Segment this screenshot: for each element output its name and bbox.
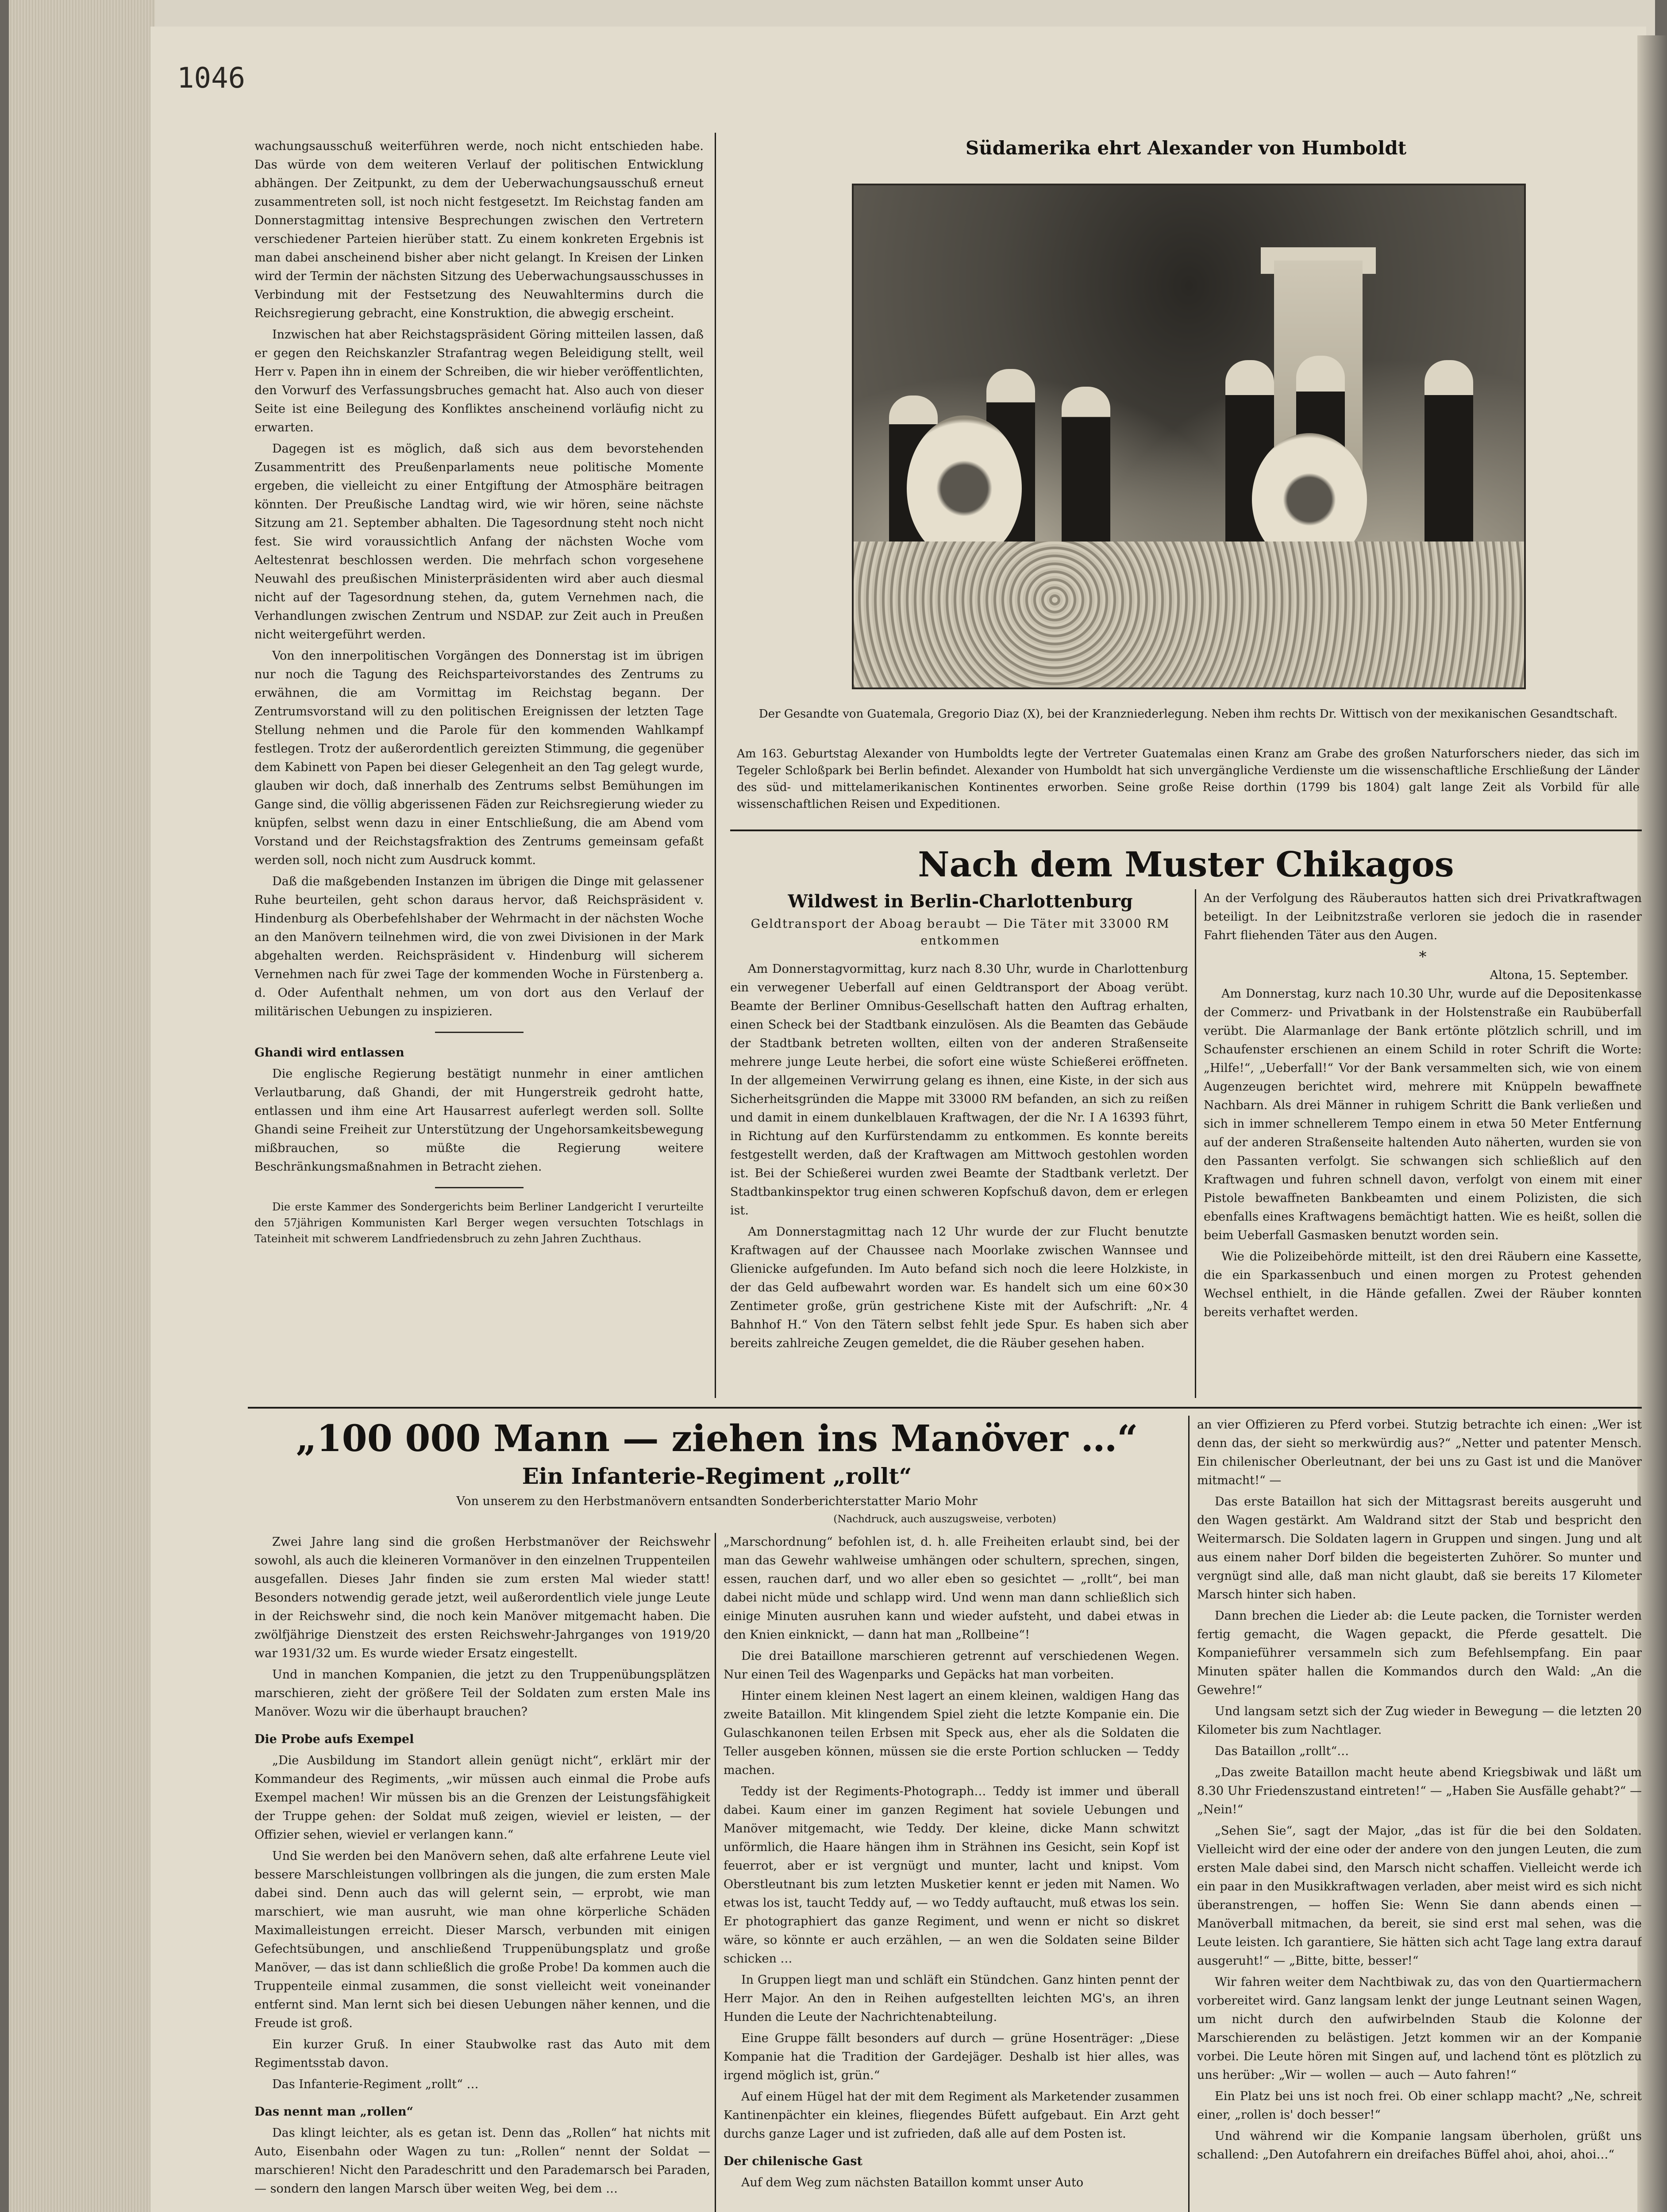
manoever-paragraph: Hinter einem kleinen Nest lagert an einem kleinen, waldigen Hang das zweite Bataillon. Mit klingendem Spiel zieht die letzte Kompanie ein. Die Gulaschkanonen teilen Erbsen mit Speck aus, eher als die Soldaten die Teller ausgeben können, müssen sie die erste Portion schlucken — Teddy machen. [724,1689,1179,1777]
manoever-paragraph: Und langsam setzt sich der Zug wieder in Bewegung — die letzten 20 Kilometer bis zum Nachtlager. [1197,1705,1642,1737]
person-figure [1424,360,1473,555]
chicago-column-2 [1204,889,1642,1398]
column-rule [715,133,716,1398]
section-rule [730,830,1642,831]
manoever-paragraph: Das Infanterie-Regiment „rollt“ … [272,2078,479,2091]
chicago-paragraph: Am Donnerstag, kurz nach 10.30 Uhr, wurde auf die Depositenkasse der Commerz- und Privatbank in der Holstenstraße ein Raubüberfall verübt. Die Alarmanlage der Bank ertönte plötzlich schrill, und im Schaufenster erschienen an einem Schild in roter Schrift die Worte: „Hilfe!“, „Ueberfall!“ Vor der Bank versammelten sich, wie von einem Augenzeugen berichtet wird, mehrere mit Knüppeln bewaffnete Nachbarn. Als drei Männer in ruhigem Schritt die Bank verließen und sich in immer schnellerem Tempo einem in etwa 50 Meter Entfernung auf der anderen Straßenseite haltenden Auto näherten, wurden sie von den Passanten verfolgt. Sie schwangen sich schließlich auf den Kraftwagen und fuhren schnell davon, verfolgt von einem mit einer Pistole bewaffneten Bankbeamten und einem Polizisten, die sich ebenfalls eines Kraftwagens bemächtigt hatten. Wie es heißt, sollen die beim Ueberfall Gasmasken benutzt worden sein. [1204,987,1642,1242]
manoever-paragraph: Und Sie werden bei den Manövern sehen, daß alte erfahrene Leute viel bessere Marschleistungen vollbringen als die jungen, die zum ersten Male dabei sind. Denn auch das will gelernt sein, — erprobt, wie man marschiert, wie man ausruht, wie man ohne körperliche Schäden Maximalleistungen erreicht. Dieser Marsch, verbunden mit einigen Gefechtsübungen, und anschließend Truppenübungsplatz und große Manöver, — das ist dann schließlich die große Probe! Da kommen auch die Truppenteile einmal zusammen, die sonst vielleicht weit voneinander entfernt sind. Man lernt sich bei diesen Uebungen näher kennen, und die Freude ist groß. [254,1849,710,2030]
left-paragraph: Dagegen ist es möglich, daß sich aus dem bevorstehenden Zusammentritt des Preußenparlaments neue politische Momente ergeben, die vielleicht zu einer Entgiftung der Atmosphäre beitragen könnten. Der Preußische Landtag wird, wie wir hören, seine nächste Sitzung am 21. September abhalten. Die Tagesordnung steht noch nicht fest. Sie wird voraussichtlich Anfang der nächsten Woche vom Aeltestenrat beschlossen werden. Die mehrfach schon vorgesehene Neuwahl des preußischen Ministerpräsidenten wird aber auch diesmal nicht auf der Tagesordnung stehen, da, gutem Vernehmen nach, die Verhandlungen zwischen Zentrum und NSDAP. zur Zeit auch in Preußen nicht weitergeführt werden. [254,442,704,641]
humboldt-headline: Südamerika ehrt Alexander von Humboldt [965,137,1407,159]
manoever-byline: Von unserem zu den Herbstmanövern entsandten Sonderberichterstatter Mario Mohr [456,1494,978,1508]
manoever-paragraph: Ein Platz bei uns ist noch frei. Ob einer schlapp macht? „Ne, schreit einer, „rollen is' doch besser!“ [1197,2089,1642,2122]
manoever-paragraph: an vier Offizieren zu Pferd vorbei. Stutzig betrachte ich einen: „Wer ist denn das, der sieht so merkwürdig aus?“ „Netter und patenter Mensch. Ein chilenischer Oberleutnant, der bei uns zu Gast ist und die Manöver mitmacht!“ — [1197,1418,1642,1487]
manoever-paragraph: Auf einem Hügel hat der mit dem Regiment als Marketender zusammen Kantinenpächter ein kleines, fliegendes Büfett aufgebaut. Ein Arzt geht durchs ganze Lager und ist zufrieden, daß alle auf dem Posten ist. [724,2090,1179,2141]
separator-star: * [1419,948,1427,966]
manoever-paragraph: Und in manchen Kompanien, die jetzt zu den Truppenübungsplätzen marschieren, zieht der größere Teil der Soldaten zum ersten Male ins Manöver. Wozu wir die überhaupt brauchen? [254,1668,710,1719]
column-rule [715,1533,716,2212]
person-figure [1062,387,1110,555]
gandhi-text: Die englische Regierung bestätigt nunmehr in einer amtlichen Verlautbarung, daß Ghandi, der mit Hungerstreik gedroht hatte, entlassen und ihm eine Art Hausarrest auferlegt werden soll. Sollte Ghandi seine Freiheit zur Unterstützung der Ungehorsamkeitsbewegung mißbrauchen, so müßte die Regierung weitere Beschränkungsmaßnahmen in Betracht ziehen. [254,1067,704,1174]
dateline: Altona, 15. September. [1490,968,1629,982]
manoever-paragraph: Ein kurzer Gruß. In einer Staubwolke rast das Auto mit dem Regimentsstab davon. [254,2038,710,2070]
chicago-headline: Nach dem Muster Chikagos [918,845,1454,885]
rollen-heading: Das nennt man „rollen“ [254,2105,414,2119]
humboldt-caption-body: Am 163. Geburtstag Alexander von Humboldts legte der Vertreter Guatemalas einen Kranz am Grabe des großen Naturforschers nieder, das sich im Tegeler Schloßpark bei Berlin befindet. Alexander von Humboldt hat sich unvergängliche Verdienste um die wissenschaftliche Erschließung der Länder des süd- und mittelamerikanischen Kontinentes erworben. Seine große Reise dorthin (1799 bis 1804) galt lange Zeit als Vorbild für alle wissenschaftlichen Reisen und Expeditionen. [737,747,1640,811]
chicago-subhead: Wildwest in Berlin-Charlottenburg [788,891,1133,912]
section-rule [248,1407,1642,1409]
page-number: 1046 [177,62,246,95]
left-column [254,137,704,1398]
manoever-headline: „100 000 Mann — ziehen ins Manöver …“ [296,1417,1138,1460]
gandhi-heading: Ghandi wird entlassen [254,1046,404,1060]
manoever-paragraph: Auf dem Weg zum nächsten Bataillon kommt unser Auto [741,2176,1084,2189]
left-paragraph: Von den innerpolitischen Vorgängen des Donnerstag ist im übrigen nur noch die Tagung des Reichsparteivorstandes des Zentrums zu erwähnen, die am Vormittag im Reichstag begann. Der Zentrumsvorstand will zu den politischen Ereignissen der letzten Tage Stellung nehmen und die Parole für den kommenden Wahlkampf festlegen. Trotz der außerordentlich gereizten Stimmung, die gegenüber dem Kabinett von Papen bei dieser Gelegenheit an den Tag gelegt wurde, glauben wir doch, daß innerhalb des Zentrums selbst Bemühungen im Gange sind, die völlig abgerissenen Fäden zur Reichsregierung wieder zu knüpfen, selbst wenn dazu in einer Entschließung, die am Abend vom Vorstand und der Reichstagsfraktion des Zentrums gemeinsam gefaßt werden soll, noch nicht zum Ausdruck kommt. [254,649,704,867]
manoever-paragraph: Zwei Jahre lang sind die großen Herbstmanöver der Reichswehr sowohl, als auch die kleineren Vormanöver in den einzelnen Truppenteilen ausgefallen. Dieses Jahr finden sie zum ersten Mal wieder statt! Besonders notwendig gerade jetzt, weil außerordentlich viele junge Leute in der Reichswehr sind, die noch kein Manöver mitgemacht haben. Die zwölfjährige Dienstzeit des ersten Reichswehr-Jahrganges von 1919/20 war 1931/32 um. Es wurde wieder Ersatz eingestellt. [254,1535,710,1660]
manoever-paragraph: Das klingt leichter, als es getan ist. Denn das „Rollen“ hat nichts mit Auto, Eisenbahn oder Wagen zu tun: „Rollen“ nennt der Soldat — marschieren! Nicht den Paradeschritt und den Parademarsch bei Paraden, — sondern den langen Marsch über weiten Weg, bei dem … [254,2126,710,2196]
manoever-subhead: Ein Infanterie-Regiment „rollt“ [522,1463,912,1489]
manoever-paragraph: Und während wir die Kompanie langsam überholen, grüßt uns schallend: „Den Autofahrern ein dreifaches Büffel ahoi, ahoi, ahoi…“ [1197,2129,1642,2162]
book-spine-pages [9,0,155,2212]
chicago-deck: Geldtransport der Aboag beraubt — Die Täter mit 33000 RM entkommen [751,917,1170,948]
chicago-paragraph: Am Donnerstagvormittag, kurz nach 8.30 Uhr, wurde in Charlottenburg ein verwegener Ueberfall auf einen Geldtransport der Aboag verübt. Beamte der Berliner Omnibus-Gesellschaft hatten den Auftrag erhalten, einen Scheck bei der Stadtbank einzulösen. Als die Beamten das Gebäude der Stadtbank betreten wollten, eilten von der anderen Straßenseite mehrere junge Leute herbei, die sofort eine wüste Schießerei eröffneten. In der allgemeinen Verwirrung gelang es ihnen, eine Kiste, in der sich aus Sicherheitsgründen die Mappe mit 33000 RM befanden, an sich zu reißen und damit in einem dunkelblauen Kraftwagen, der die Nr. I A 16393 führt, in Richtung auf den Kurfürstendamm zu entkommen. Es konnte bereits festgestellt werden, daß der Kraftwagen am Mittwoch gestohlen worden ist. Bei der Schießerei wurden zwei Beamte der Stadtbank verletzt. Der Stadtbankinspektor trug einen schweren Kopfschuß davon, dem er erlegen ist. [730,962,1188,1217]
flower-bed [854,541,1524,687]
probe-heading: Die Probe aufs Exempel [254,1732,414,1746]
manoever-paragraph: Die drei Bataillone marschieren getrennt auf verschiedenen Wegen. Nur einen Teil des Wagenparks und Gepäcks hat man vorbeiten. [724,1649,1179,1682]
manoever-paragraph: Dann brechen die Lieder ab: die Leute packen, die Tornister werden fertig gemacht, die Wagen gepackt, die Pferde gesattelt. Die Kompanieführer versammeln sich zum Befehlsempfang. Ein paar Minuten später hallen die Kommandos durch den Wald: „An die Gewehre!“ [1197,1609,1642,1697]
manoever-column-2 [724,1533,1179,2212]
wreath [907,415,1022,561]
chicago-column-1 [730,960,1188,1398]
chicago-paragraph: Wie die Polizeibehörde mitteilt, ist den drei Räubern eine Kassette, die ein Sparkassenbuch und einen morgen zu Protest gehenden Wechsel enthielt, in die Hände gefallen. Zwei der Räuber konnten bereits verhaftet werden. [1204,1250,1642,1319]
page-edge-shadow [1637,35,1667,2212]
manoever-paragraph: In Gruppen liegt man und schläft ein Stündchen. Ganz hinten pennt der Herr Major. An den in Reihen aufgestellten leichten MG's, an ihren Hunden die Leute der Nachrichtenabteilung. [724,1973,1179,2024]
left-paragraph: Inzwischen hat aber Reichstagspräsident Göring mitteilen lassen, daß er gegen den Reichskanzler Strafantrag wegen Beleidigung stellt, weil Herr v. Papen ihn in einem der Schreiben, die wir hieber veröffentlichten, den Vorwurf des Verfassungsbruches gemacht hat. Also auch von dieser Seite ist eine Beilegung des Konfliktes anscheinend vorläufig nicht zu erwarten. [254,328,704,434]
section-divider [435,1187,524,1188]
manoever-paragraph: „Marschordnung“ befohlen ist, d. h. alle Freiheiten erlaubt sind, bei der man das Gewehr wahlweise umhängen oder schultern, sprechen, singen, essen, rauchen darf, und wo aller eben so gesichtet — „rollt“, bei man dabei nicht müde und schlapp wird. Und wenn man dann schließlich sich einige Minuten ausruhen kann und wieder aufsteht, und dabei etwas in den Knien einknickt, — dann hat man „Rollbeine“! [724,1535,1179,1642]
court-note: Die erste Kammer des Sondergerichts beim Berliner Landgericht I verurteilte den 57jährigen Kommunisten Karl Berger wegen versuchten Totschlags in Tateinheit mit schwerem Landfriedensbruch zu zehn Jahren Zuchthaus. [254,1201,704,1245]
left-paragraph: wachungsausschuß weiterführen werde, noch nicht entschieden habe. Das würde von dem weiteren Verlauf der politischen Entwicklung abhängen. Der Zeitpunkt, zu dem der Ueberwachungsausschuß erneut zusammentreten soll, ist noch nicht festgesetzt. Im Reichstag fanden am Donnerstagmittag intensive Besprechungen zwischen den Vertretern verschiedener Parteien hierüber statt. Zu einem konkreten Ergebnis ist man dabei anscheinend bisher aber nicht gelangt. In Kreisen der Linken wird der Termin der nächsten Sitzung des Ueberwachungsausschusses in Verbindung mit der Festsetzung des Neuwahltermins durch die Reichsregierung gebracht, eine Konstruktion, die abwegig erscheint. [254,139,704,320]
manoever-paragraph: „Sehen Sie“, sagt der Major, „das ist für die bei den Soldaten. Vielleicht wird der eine oder der andere von den jungen Leuten, die zum ersten Male dabei sind, den Marsch nicht schaffen. Vielleicht werde ich ein paar in den Musikkraftwagen verladen, aber meist wird es sich nicht überanstrengen, — hoffen Sie: Wenn Sie dann abends einen — Manöverball mitmachen, da bereit, sie sind erst mal sehen, was die Leute leisten. Ich garantiere, Sie hätten sich acht Tage lang extra darauf ausgeruht!“ — „Bitte, bitte, besser!“ [1197,1824,1642,1968]
column-rule [1195,889,1196,1398]
humboldt-caption-line: Der Gesandte von Guatemala, Gregorio Diaz (X), bei der Kranzniederlegung. Neben ihm rechts Dr. Wittisch von der mexikanischen Gesandtschaft. [758,707,1618,721]
manoever-column-3 [1197,1416,1642,2212]
chicago-paragraph: Am Donnerstagmittag nach 12 Uhr wurde der zur Flucht benutzte Kraftwagen auf der Chaussee nach Moorlake zwischen Wannsee und Glienicke aufgefunden. Im Auto befand sich noch die leere Holzkiste, in der das Geld aufbewahrt worden war. Es handelt sich um eine 60×30 Zentimeter große, grün gestrichene Kiste mit der Aufschrift: „Nr. 4 Bahnhof H.“ Von den Tätern selbst fehlt jede Spur. Es haben sich aber bereits zahlreiche Zeugen gemeldet, die die Räuber gesehen haben. [730,1225,1188,1350]
humboldt-photo [852,184,1526,689]
column-rule [1188,1416,1190,2212]
manoever-paragraph: „Das zweite Bataillon macht heute abend Kriegsbiwak und läßt um 8.30 Uhr Friedenszustand eintreten!“ — „Haben Sie Ausfälle gehabt?“ — „Nein!“ [1197,1766,1642,1816]
manoever-paragraph: „Die Ausbildung im Standort allein genügt nicht“, erklärt mir der Kommandeur des Regiments, „wir müssen auch einmal die Probe aufs Exempel machen! Wir müssen bis an die Grenzen der Leistungsfähigkeit der Truppe gehen: der Soldat muß zeigen, wieviel er leisten, — der Offizier sehen, wieviel er verlangen kann.“ [254,1754,710,1842]
chicago-paragraph: An der Verfolgung des Räuberautos hatten sich drei Privatkraftwagen beteiligt. In der Leibnitzstraße verloren sie jedoch die in rasender Fahrt fliehenden Täter aus den Augen. [1204,891,1642,942]
manoever-rights: (Nachdruck, auch auszugsweise, verboten) [833,1513,1056,1525]
left-paragraph: Daß die maßgebenden Instanzen im übrigen die Dinge mit gelassener Ruhe beurteilen, geht schon daraus hervor, daß Reichspräsident v. Hindenburg als Oberbefehlshaber der Wehrmacht in der nächsten Woche an den Manövern teilnehmen wird, die von zwei Divisionen in der Mark abgehalten werden. Reichspräsident v. Hindenburg will sicherem Vernehmen nach für zwei Tage der kommenden Woche in Fürstenberg a. d. Oder Aufenthalt nehmen, um von dort aus den Verlauf der militärischen Uebungen zu inspizieren. [254,875,704,1018]
section-divider [435,1032,524,1033]
manoever-paragraph: Eine Gruppe fällt besonders auf durch — grüne Hosenträger: „Diese Kompanie hat die Tradition der Gardejäger. Deshalb ist hier alles, was irgend möglich ist, grün.“ [724,2032,1179,2082]
manoever-paragraph: Das erste Bataillon hat sich der Mittagsrast bereits ausgeruht und den Wagen gestärkt. Am Waldrand sitzt der Stab und bespricht den Weitermarsch. Die Soldaten lagern in Gruppen und singen. Jung und alt aus einem naher Dorf bilden die begeisterten Zuhörer. So munter und vergnügt sind alle, daß man nicht glaubt, daß sie bereits 17 Kilometer Marsch hinter sich haben. [1197,1495,1642,1601]
manoever-paragraph: Wir fahren weiter dem Nachtbiwak zu, das von den Quartiermachern vorbereitet wird. Ganz langsam lenkt der junge Leutnant seinen Wagen, um nicht durch den aufwirbelnden Staub die Kolonne der Marschierenden zu belästigen. Jetzt kommen wir an der Kompanie vorbei. Die Leute hören mit Singen auf, und lachend tönt es plötzlich zu uns herüber: „Wir — wollen — auch — Auto fahren!“ [1197,1975,1642,2082]
manoever-paragraph: Das Bataillon „rollt“… [1215,1744,1349,1758]
chilean-guest-heading: Der chilenische Gast [724,2154,862,2168]
manoever-column-1 [254,1533,710,2212]
manoever-paragraph: Teddy ist der Regiments-Photograph… Teddy ist immer und überall dabei. Kaum einer im ganzen Regiment hat soviele Uebungen und Manöver mitgemacht, wie Teddy. Der kleine, dicke Mann schwitzt unförmlich, die Haare hängen ihm in Strähnen ins Gesicht, sein Kopf ist feuerrot, aber er ist vergnügt und munter, lacht und knipst. Vom Oberstleutnant bis zum letzten Musketier kennt er jeden mit Namen. Wo etwas los ist, taucht Teddy auf, — wo Teddy auftaucht, muß etwas los sein. Er photographiert das ganze Regiment, und wenn er nicht so diskret wäre, so könnte er auch erzählen, — an wen die Soldaten seine Bilder schicken … [724,1785,1179,1966]
